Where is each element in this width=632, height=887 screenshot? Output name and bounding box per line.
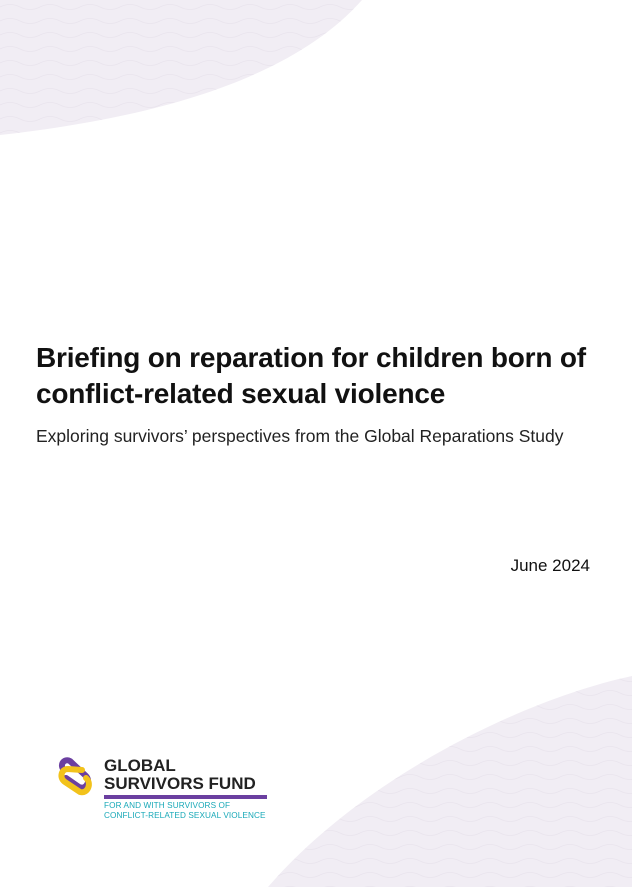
interlocking-hearts-icon bbox=[56, 756, 100, 800]
logo-wordmark-line2: SURVIVORS FUND bbox=[104, 774, 256, 793]
publication-date: June 2024 bbox=[510, 556, 590, 575]
document-subtitle: Exploring survivors’ perspectives from the Global Reparations Study bbox=[36, 426, 564, 446]
document-title: Briefing on reparation for children born of conflict-related sexual violence bbox=[36, 342, 586, 409]
logo-tagline-line1: FOR AND WITH SURVIVORS OF bbox=[104, 801, 231, 810]
logo-tagline-line2: CONFLICT-RELATED SEXUAL VIOLENCE bbox=[104, 811, 266, 820]
logo-underline-bar bbox=[104, 795, 267, 799]
logo-wordmark-line1: GLOBAL bbox=[104, 756, 176, 775]
global-survivors-fund-logo bbox=[56, 756, 286, 822]
